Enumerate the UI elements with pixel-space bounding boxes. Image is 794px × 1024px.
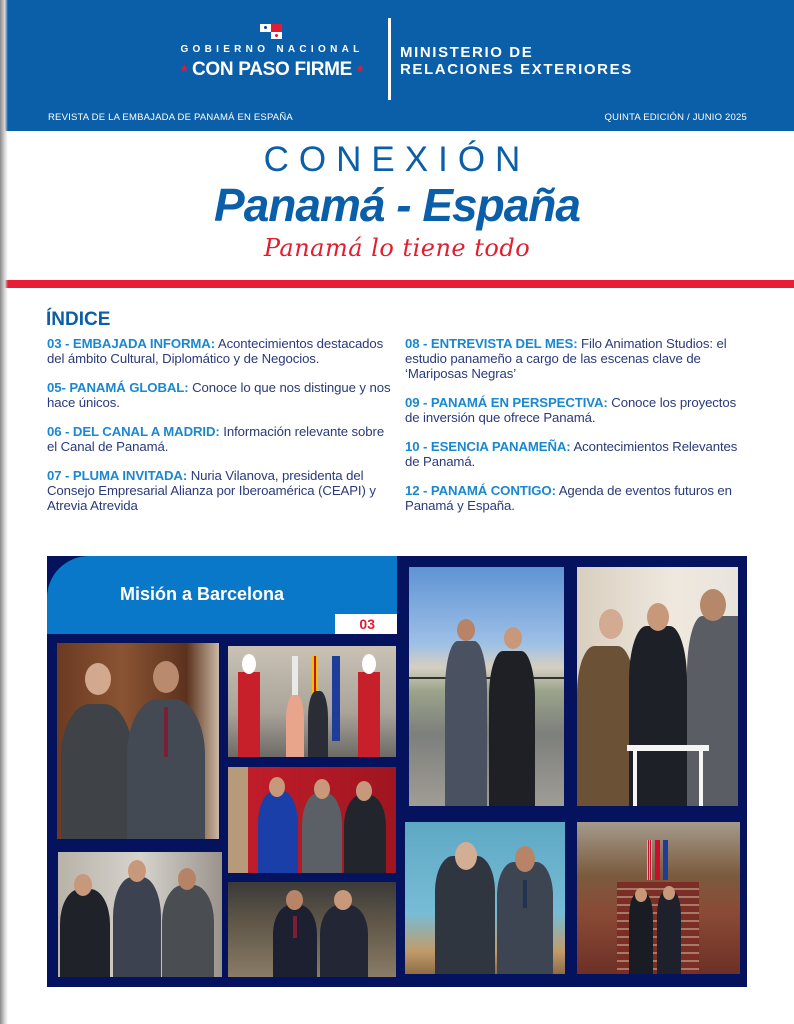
index-item[interactable]	[47, 336, 392, 366]
feature-page-number: 03	[335, 614, 397, 634]
index-section-name: DEL CANAL A MADRID:	[72, 424, 220, 439]
index-section-name: EMBAJADA INFORMA:	[72, 336, 216, 351]
index-page-number: 12 -	[405, 483, 431, 498]
index-section-name: ENTREVISTA DEL MES:	[430, 336, 578, 351]
index-section-name: PANAMÁ EN PERSPECTIVA:	[430, 395, 608, 410]
masthead-tagline: Panamá lo tiene todo	[263, 234, 531, 262]
magazine-label: REVISTA DE LA EMBAJADA DE PANAMÁ EN ESPAÑA	[48, 112, 293, 123]
index-item[interactable]	[405, 395, 750, 425]
photo-three-men-conversation[interactable]	[577, 567, 738, 806]
government-slogan: CON PASO FIRME	[191, 59, 353, 80]
page-edge-shadow	[0, 0, 8, 1024]
index-description: Conoce los proyectos de inversión que ofrece Panamá.	[405, 395, 737, 425]
index-page-number: 08 -	[405, 336, 431, 351]
star-icon: ★	[179, 63, 189, 75]
header-band	[0, 0, 794, 131]
panama-flag-icon	[260, 24, 282, 39]
index-section-name: PANAMÁ CONTIGO:	[430, 483, 556, 498]
index-item[interactable]	[405, 483, 750, 513]
ministry-line-1: MINISTERIO DE	[400, 44, 534, 61]
photo-two-men-wood-panel[interactable]	[57, 643, 219, 839]
index-page-number: 09 -	[405, 395, 431, 410]
index-page-number: 03 -	[47, 336, 73, 351]
photo-two-men-dim-room[interactable]	[228, 882, 396, 977]
ministry-line-2: RELACIONES EXTERIORES	[400, 61, 633, 78]
header-divider	[388, 18, 391, 100]
index-item[interactable]	[47, 468, 392, 513]
index-section-name: PANAMÁ GLOBAL:	[69, 380, 189, 395]
photo-three-men-lobby[interactable]	[58, 852, 222, 977]
ministry-name	[400, 44, 633, 78]
index-section-name: ESENCIA PANAMEÑA:	[430, 439, 571, 454]
index-page-number: 10 -	[405, 439, 431, 454]
government-label-small: GOBIERNO NACIONAL	[180, 44, 364, 55]
index-column-left	[47, 336, 392, 527]
government-label-big	[166, 59, 378, 81]
index-description: Agenda de eventos futuros en Panamá y España.	[405, 483, 732, 513]
masthead-title-small: CONEXIÓN	[263, 140, 531, 179]
index-item[interactable]	[47, 424, 392, 454]
index-page-number: 05-	[47, 380, 70, 395]
index-description: Acontecimientos Relevantes de Panamá.	[405, 439, 738, 469]
index-item[interactable]	[405, 336, 750, 381]
red-divider-band	[0, 280, 794, 288]
index-section-name: PLUMA INVITADA:	[72, 468, 188, 483]
index-column-right	[405, 336, 750, 527]
feature-title: Misión a Barcelona	[120, 584, 285, 604]
photo-two-men-rooftop-terrace[interactable]	[409, 567, 564, 806]
index-title: ÍNDICE	[46, 309, 111, 330]
photo-honor-guard-flags[interactable]	[228, 646, 396, 757]
index-page-number: 07 -	[47, 468, 73, 483]
edition-label: QUINTA EDICIÓN / JUNIO 2025	[604, 112, 747, 123]
masthead-title-big: Panamá - España	[214, 179, 580, 231]
index-description: Conoce lo que nos distingue y nos hace únicos.	[47, 380, 391, 410]
index-description: Información relevante sobre el Canal de Panamá.	[47, 424, 385, 454]
photo-three-people-red-wall[interactable]	[228, 767, 396, 873]
photo-two-men-grand-staircase[interactable]	[577, 822, 740, 974]
index-item[interactable]	[47, 380, 392, 410]
index-description: Nuria Vilanova, presidenta del Consejo Empresarial Alianza por Iberoamérica (CEAPI) y Atrevia Atrevida	[47, 468, 376, 513]
photo-two-men-blue-wall[interactable]	[405, 822, 565, 974]
star-icon: ★	[355, 63, 365, 75]
index-page-number: 06 -	[47, 424, 73, 439]
index-description: Acontecimientos destacados del ámbito Cultural, Diplomático y de Negocios.	[47, 336, 384, 366]
index-item[interactable]	[405, 439, 750, 469]
index-description: Filo Animation Studios: el estudio panameño a cargo de las escenas clave de ‘Mariposas Negras’	[405, 336, 727, 381]
